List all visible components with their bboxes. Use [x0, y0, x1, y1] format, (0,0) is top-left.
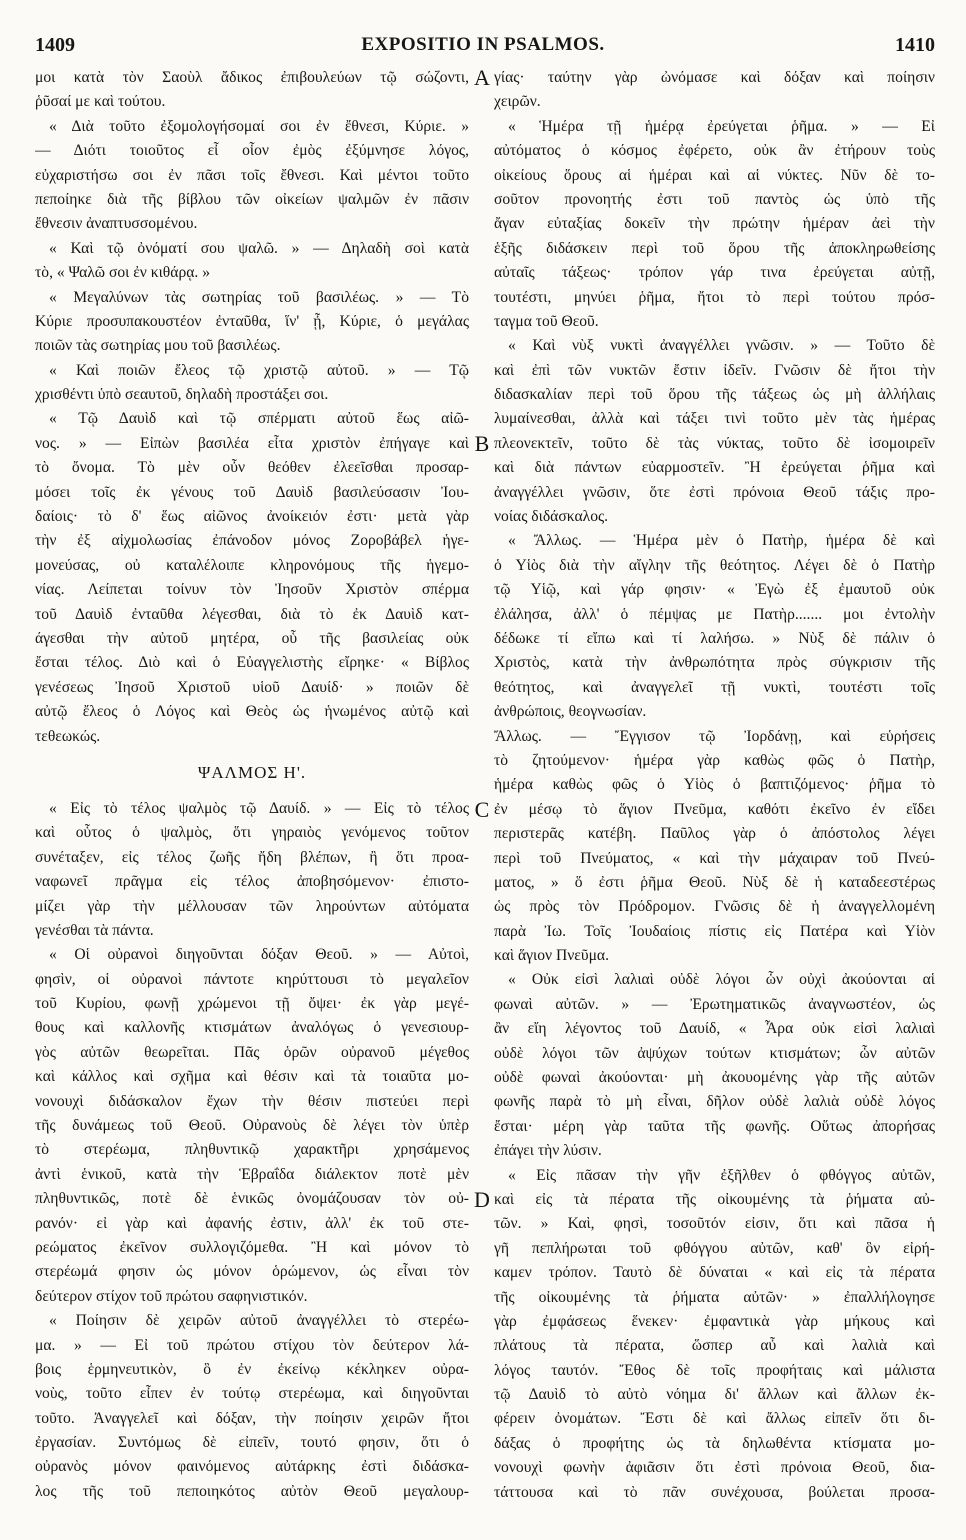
left-column-line: χρισθέντι ὑπὸ σεαυτοῦ, δηλαδὴ προστάξει σοι.: [35, 386, 329, 404]
left-column-line: γὸς αὐτῶν θεωρεῖται. Πᾶς ὁρῶν οὐρανοῦ μέγεθος: [35, 1043, 469, 1061]
left-column-line: ρανόν· εἰ γὰρ καὶ ἀφανής ἐστιν, ἀλλ' ἐκ τοῦ στε-: [35, 1214, 469, 1232]
right-column-line: « Εἰς πᾶσαν τὴν γῆν ἐξῆλθεν ὁ φθόγγος αὐτῶν,: [508, 1166, 935, 1184]
left-column-line: θους καὶ καλλονῆς κτισμάτων ἀναλόγως ὁ γενεσιουρ-: [35, 1019, 469, 1037]
right-column-line: φωναὶ αὐτῶν. » — Ἐρωτηματικῶς ἀναγνωστέον, ὡς: [494, 995, 935, 1013]
right-column-line: ματος, » ὅ ἐστι ῥῆμα Θεοῦ. Νὺξ δὲ ἡ καταδεεστέρως: [494, 873, 935, 891]
right-column-line: πλάτους τὰ πέρατα, ὥσπερ αὖ καὶ λαλιὰ καὶ: [494, 1337, 935, 1355]
right-column-line: τάττουσα καὶ τὸ πᾶν συνέχουσα, βούλεται προσα-: [494, 1483, 935, 1501]
left-column-line: καὶ κάλλος καὶ σχῆμα καὶ θέσιν καὶ τὰ τοιαῦτα μο-: [35, 1068, 469, 1086]
psalm-heading: ΨΑΛΜΟΣ Η'.: [197, 762, 307, 782]
right-column-line: καμεν τρόπον. Ταυτὸ δὲ δύναται « καὶ εἰς τὰ πέρατα: [494, 1264, 935, 1282]
right-column-text: [494, 66, 935, 1505]
right-column-line: λόγος ταυτόν. Ἔθος δὲ τοῖς προφήταις καὶ μάλιστα: [494, 1361, 935, 1379]
left-column-line: ποιῶν τὰς σωτηρίας μου τοῦ βασιλέως.: [35, 337, 281, 355]
left-column-line: τὸ στερέωμα, πληθυντικῷ χαρακτῆρι χρησάμενος: [35, 1141, 469, 1159]
right-column-line: πλεονεκτεῖν, τοῦτο δὲ τὰς νύκτας, τοῦτο δὲ ἰσομοιρεῖν: [494, 434, 935, 452]
right-column-line: γῆ πεπλήρωται τοῦ φθόγγου αὐτῶν, καθ' ὃν εἰρή-: [494, 1239, 935, 1257]
left-column-line: καὶ οὗτος ὁ ψαλμὸς, ὅτι γηραιὸς γενόμενος τοῦτον: [35, 824, 469, 842]
right-column-line: οἰκείους ὅρους αἱ ἡμέραι καὶ αἱ νύκτες. Νῦν δὲ το-: [494, 166, 935, 184]
right-column-line: τῷ Δαυὶδ τὸ αὐτὸ νόημα δι' ἄλλων καὶ ἄλλων ἐκ-: [494, 1386, 935, 1404]
right-column-line: Ἄλλως. — Ἔγγισον τῷ Ἰορδάνῃ, καὶ εὑρήσεις: [494, 727, 935, 745]
right-column-line: τῶν. » Καὶ, φησὶ, τοσοῦτόν εἰσιν, ὅτι καὶ πᾶσα ἡ: [494, 1215, 935, 1233]
page-number-left: 1409: [35, 34, 75, 56]
margin-letter-b: B: [474, 431, 490, 456]
right-column-line: « Ἡμέρα τῇ ἡμέρᾳ ἐρεύγεται ῥῆμα. » — Εἰ: [508, 117, 935, 135]
left-column-line: λος τῆς τοῦ πεποιηκότος αὐτὸν Θεοῦ μεγαλουρ-: [35, 1482, 469, 1500]
left-column-line: τὴν ἐξ αἰχμολωσίας ἐπάνοδον μόνος Ζοροβάβελ ἡγε-: [35, 532, 469, 550]
left-column-line: « Οἱ οὐρανοὶ διηγοῦνται δόξαν Θεοῦ. » — Αὐτοὶ,: [49, 946, 469, 964]
left-column-line: ναφωνεῖ πρᾶγμα εἰς τέλος ἀποβησόμενον· ἐπιστο-: [35, 873, 469, 891]
right-column-line: ἀνθρώποις, θεογνωσίαν.: [494, 703, 647, 721]
left-column-line: μοι κατὰ τὸν Σαοὺλ ἄδικος ἐπιβουλεύων τῷ σώζοντι,: [35, 69, 469, 86]
right-column-line: τῆς οἰκουμένης τὰ ῥήματα αὐτῶν· » ἐπαλλήλογησε: [494, 1288, 935, 1306]
right-column-line: λυμαίνεσθαι, ἀλλὰ καὶ τάξει τινὶ τοῦτο μὲν τὰς ἡμέρας: [494, 410, 935, 428]
left-column-line: μα. » — Εἰ τοῦ πρώτου στίχου τὸν δεύτερον λά-: [35, 1336, 469, 1354]
right-column-line: ἂν εἴη λέγοντος τοῦ Δαυίδ, « Ἆρα οὐκ εἰσὶ λαλιαὶ: [494, 1020, 935, 1038]
right-column-line: οὐδὲ φωναὶ ἀκούονται· μὴ ἀκουομένης γὰρ τῆς αὐτῶν: [494, 1069, 935, 1087]
margin-letter-c: C: [474, 797, 490, 822]
right-column-line: δέδωκε τί εἴπω καὶ τί λαλήσω. » Νὺξ δὲ πάλιν ὁ: [494, 629, 935, 647]
left-column-line: νίας. Λείπεται τοίνυν τὸν Ἰησοῦν Χριστὸν σπέρμα: [35, 581, 469, 599]
page-number-right: 1410: [895, 34, 935, 56]
left-column-text-before-heading: [35, 66, 469, 749]
right-column-line: φωνῆς παρὰ τὸ μὴ εἶναι, δῆλον οὐδὲ λαλιὰ οὐδὲ λόγος: [494, 1093, 935, 1111]
right-column-line: καὶ ἐπὶ τῶν νυκτῶν ἔστιν ἰδεῖν. Γνῶσιν δὲ ἤτοι τὴν: [494, 361, 935, 379]
left-column-line: γενέσεως Ἰησοῦ Χριστοῦ υἱοῦ Δαυίδ· » ποιῶν δὲ: [35, 678, 469, 696]
right-column-line: χειρῶν.: [494, 93, 541, 111]
left-column-line: « Καὶ ποιῶν ἔλεος τῷ χριστῷ αὐτοῦ. » — Τῷ: [49, 361, 469, 379]
right-column-line: ἐπάγει τὴν λύσιν.: [494, 1142, 602, 1160]
right-column-line: γὰρ ἐμφάσεως ἕνεκεν· ἐμφαντικὰ γὰρ μήκους καὶ: [494, 1312, 935, 1330]
right-column-line: ἡμέρα καθὼς φῶς ὁ Υἱὸς ὁ βαπτιζόμενος· ῥῆμα τὸ: [494, 776, 935, 794]
right-column-line: « Καὶ νὺξ νυκτὶ ἀναγγέλλει γνῶσιν. » — Τοῦτο δὲ: [508, 337, 935, 355]
left-column-line: φησὶν, οἱ οὐρανοὶ πάντοτε κηρύττουσι τὸ μεγαλεῖον: [35, 970, 469, 988]
right-column-line: « Οὐκ εἰσὶ λαλιαὶ οὐδὲ λόγοι ὧν οὐχὶ ἀκούονται αἱ: [508, 971, 935, 989]
left-column-line: « Διὰ τοῦτο ἐξομολογήσομαί σοι ἐν ἔθνεσι, Κύριε. »: [49, 117, 469, 135]
right-column-line: περιστερᾶς κατέβη. Παῦλος γὰρ ὁ ἀπόστολος λέγει: [494, 825, 935, 843]
right-column-line: νοίας διδάσκαλος.: [494, 508, 609, 526]
left-column-text-after-heading: [35, 797, 469, 1504]
left-column-line: γενέσθαι τὰ πάντα.: [35, 921, 154, 939]
left-column-line: πεποίηκε διὰ τῆς βίβλου τῶν οἰκείων ψαλμῶν ἐν πᾶσιν: [35, 190, 469, 208]
right-column: [494, 66, 935, 1505]
left-column-line: τοῦ Κυρίου, φωνῇ χρώμενοι τῇ ὄψει· ἐκ γὰρ μεγέ-: [35, 995, 469, 1013]
left-column-line: δεύτερον στίχον τοῦ πρώτου σαφηνιστικόν.: [35, 1287, 308, 1305]
right-column-line: ἀναγγέλλει γνῶσιν, ὅτε ἐστὶ πρόνοια Θεοῦ τάξις προ-: [494, 483, 935, 501]
left-column: [35, 66, 469, 1504]
right-column-line: ἐν μέσῳ τὸ ἅγιον Πνεῦμα, καθότι ἐκεῖνο ἐν εἴδει: [494, 800, 935, 818]
left-column-line: « Καὶ τῷ ὀνόματί σου ψαλῶ. » — Δηλαδὴ σοὶ κατὰ: [49, 239, 469, 257]
right-column-line: ταγμα τοῦ Θεοῦ.: [494, 312, 599, 330]
right-column-line: αὐταῖς τάξεως· τρόπον γάρ τινα ἐρεύγεται αὐτῇ,: [494, 264, 935, 282]
left-column-line: άγεσθαι τὴν αὐτοῦ μητέρα, οὗ τῆς βασιλείας οὐκ: [35, 629, 469, 647]
left-column-line: — Διότι τοιοῦτος εἶ οἷον ἐμὸς ἐξύμνησε λόγος,: [35, 142, 469, 160]
right-column-line: θεότητος, καὶ ἀναγγελεῖ τῇ νυκτὶ, τουτέστι τοῖς: [494, 678, 935, 696]
left-column-line: τοῦ Δαυὶδ ἐνταῦθα λέγεσθαι, διὰ τὸ ἐκ Δαυὶδ κατ-: [35, 605, 469, 623]
left-column-line: τὸ, « Ψαλῶ σοι ἐν κιθάρᾳ. »: [35, 264, 210, 282]
margin-letter-a: A: [474, 65, 490, 90]
left-column-line: νοὺς, τοῦτο εἶπεν ἐν τούτῳ στερέωμα, καὶ διηγοῦνται: [35, 1385, 469, 1403]
left-column-line: « Μεγαλύνων τὰς σωτηρίας τοῦ βασιλέως. » — Τὸ: [49, 288, 469, 306]
right-column-line: φέρειν ὀνομάτων. Ἔστι δὲ καὶ ἄλλως εἰπεῖν ὅτι δι-: [494, 1410, 935, 1428]
right-column-line: διδασκαλίαν περὶ τοῦ ὅρου τῆς τάξεως ὡς μὴ ἀλλήλαις: [494, 386, 935, 404]
right-column-line: ὁ Υἱὸς διὰ τὴν αἴγλην τῆς θεότητος. Λέγει δὲ ὁ Πατὴρ: [494, 556, 935, 574]
right-column-line: αὐτόματος ὁ κόσμος ἐφέρετο, οὐκ ἂν ἐτήρουν τοὺς: [494, 142, 935, 160]
right-column-line: καὶ διὰ πάντων εὐαρμοστεῖν. Ἢ ἐρεύγεται ῥῆμα καὶ: [494, 459, 935, 477]
left-column-line: μίζει γὰρ τὴν μέλλουσαν τῶν ληρούντων αὐτόματα: [35, 897, 469, 915]
right-column-line: Χριστὸς, κατὰ τὴν ἀνθρωπότητα πρὸς σύγκρισιν τῆς: [494, 654, 935, 672]
left-column-line: τοῦτο. Ἀναγγελεῖ καὶ δόξαν, τὴν ποίησιν χειρῶν ἤτοι: [35, 1409, 469, 1427]
left-column-line: ἀντὶ ἑνικοῦ, κατὰ τὴν Ἑβραΐδα διάλεκτον ποτὲ μὲν: [35, 1165, 469, 1183]
left-column-line: ἐργασίαν. Συντόμως δὲ εἰπεῖν, τουτό φησιν, ὅτι ὁ: [35, 1434, 469, 1452]
left-column-line: τῆς δυνάμεως τοῦ Θεοῦ. Οὐρανοὺς δὲ λέγει τὸν ὑπὲρ: [35, 1117, 469, 1135]
left-column-line: αὐτῷ ἔλεος ὁ Λόγος καὶ Θεὸς ὡς ἡνωμένος αὐτῷ καὶ: [35, 703, 469, 721]
right-column-line: περὶ τοῦ Πνεύματος, « καὶ τὴν μάχαιραν τοῦ Πνεύ-: [494, 849, 935, 867]
left-column-line: δαίοις· τὸ δ' ἕως αἰῶνος ἀνοίκειόν ἐστι· μετὰ γὰρ: [35, 508, 469, 526]
running-title: EXPOSITIO IN PSALMOS.: [361, 34, 605, 55]
left-column-line: ἔθνεσιν ἀναπτυσσομένου.: [35, 215, 198, 233]
right-column-line: ἐλάλησα, ἀλλ' ὁ πέμψας με Πατὴρ....... μοι ἐντολὴν: [494, 605, 935, 623]
left-column-line: « Ποίησιν δὲ χειρῶν αὐτοῦ ἀναγγέλλει τὸ στερέω-: [49, 1312, 469, 1330]
left-column-line: βοις ἑρμηνευτικὸν, ὃ ἐν ἐκείνῳ κέκληκεν οὐρα-: [35, 1360, 469, 1378]
right-column-line: « Ἄλλως. — Ἡμέρα μὲν ὁ Πατὴρ, ἡμέρα δὲ καὶ: [508, 532, 935, 550]
left-column-line: συνέταξεν, εἰς τέλος ζωῆς ἤδη βλέπων, ἢ ὅτι προα-: [35, 848, 469, 866]
left-column-line: στερέωμά φησιν ὡς μόνον ὁρώμενον, ὡς εἶναι τὸν: [35, 1263, 469, 1281]
left-column-line: τὸ ὄνομα. Τὸ μὲν οὖν θεόθεν ἐλεεῖσθαι προσαρ-: [35, 459, 469, 477]
right-column-line: δάξας ὁ προφήτης ὡς τὰ δηλωθέντα κτίσματα μο-: [494, 1434, 935, 1452]
left-column-line: νος. » — Εἰπὼν βασιλέα εἶτα χριστὸν ἐπήγαγε καὶ: [35, 434, 469, 452]
right-column-line: τουτέστι, μηνύει ῥῆμα, ἤτοι τὸ περὶ τούτου πρόσ-: [494, 288, 935, 306]
left-column-line: οὐρανὸς μόνον φαινόμενος αὐτάρκης ἐστὶ διδάσκα-: [35, 1458, 469, 1476]
right-column-line: ἄγαν εὐταξίας δοκεῖν τὴν πρώτην ἡμέραν ἀεὶ τὴν: [494, 215, 935, 233]
right-column-line: παρὰ Ἰω. Τοῖς Ἰουδαίοις πίστις εἰς Πατέρα καὶ Υἱὸν: [494, 922, 935, 940]
left-column-line: « Εἰς τὸ τέλος ψαλμὸς τῷ Δαυίδ. » — Εἰς τὸ τέλος: [49, 799, 469, 817]
left-column-line: Κύριε προσυπακουστέον ἐνταῦθα, ἵν' ᾖ, Κύριε, ὁ μεγάλας: [35, 312, 469, 330]
right-column-line: οὐδὲ λόγοι τῶν ἀψύχων τούτων κτισμάτων; ὧν αὐτῶν: [494, 1044, 935, 1062]
left-column-line: μόσει τοῖς ἐκ γένους τοῦ Δαυὶδ βασιλεύσασιν Ἰου-: [35, 483, 469, 501]
left-column-line: πληθυντικῶς, ποτὲ δὲ ἑνικῶς ὀνομάζουσαν τὸν οὐ-: [35, 1190, 469, 1208]
left-column-line: νονουχὶ διδάσκαλον ἔχων τὴν θέσιν πιστεύει περὶ: [35, 1092, 469, 1110]
left-column-line: μονεύσας, οὐ καταλέλοιπε κληρονόμους τῆς ἡγεμο-: [35, 556, 469, 574]
left-column-line: ῥῦσαί με καὶ τούτου.: [35, 93, 166, 111]
right-column-line: ὡς πρὸς τὸν Πρόδρομον. Γνῶσις δὲ ἡ ἀναγγελλομένη: [494, 898, 935, 916]
left-column-line: τεθεωκώς.: [35, 727, 101, 745]
right-column-line: τῷ Υἱῷ, καὶ γάρ φησιν· « Ἐγὼ ἐξ ἐμαυτοῦ οὐκ: [494, 581, 935, 599]
right-column-line: τὸ ζητούμενον· ἡμέρα γὰρ καθὼς φῶς ὁ Πατὴρ,: [494, 751, 935, 769]
right-column-line: καὶ εἰς τὰ πέρατα τῆς οἰκουμένης τὰ ῥήματα αὐ-: [494, 1190, 935, 1208]
left-column-line: ρεώματος ἐκεῖνον συλλογιζόμεθα. Ἢ καὶ μόνον τὸ: [35, 1238, 469, 1256]
right-column-line: καὶ ἅγιον Πνεῦμα.: [494, 947, 609, 965]
margin-letter-d: D: [474, 1187, 490, 1212]
left-column-line: ἔσται τέλος. Διὸ καὶ ὁ Εὐαγγελιστὴς εἴρηκε· « Βίβλος: [35, 654, 469, 672]
right-column-line: ἑξῆς διδάσκειν περὶ τοῦ ὅρου τῆς ἀποκληρωθείσης: [494, 239, 935, 257]
right-column-line: γίας· ταύτην γὰρ ὠνόμασε καὶ δόξαν καὶ ποίησιν: [494, 69, 935, 86]
right-column-line: σοῦτον προνοητής ἐστι τοῦ παντὸς ὡς ὑπὸ τῆς: [494, 190, 935, 208]
right-column-line: ἔσται· μέρη γὰρ ταῦτα τῆς φωνῆς. Οὕτως ἀπορήσας: [494, 1117, 935, 1135]
left-column-line: εὐχαριστήσω σοι ἐν πᾶσι τοῖς ἔθνεσι. Καὶ μέντοι τοῦτο: [35, 166, 469, 184]
right-column-line: νονουχὶ φωνὴν ἀφιᾶσιν ὅτι ἐστὶ πρόνοια Θεοῦ, δια-: [494, 1459, 935, 1477]
left-column-line: « Τῷ Δαυὶδ καὶ τῷ σπέρματι αὐτοῦ ἕως αἰῶ-: [49, 410, 469, 428]
